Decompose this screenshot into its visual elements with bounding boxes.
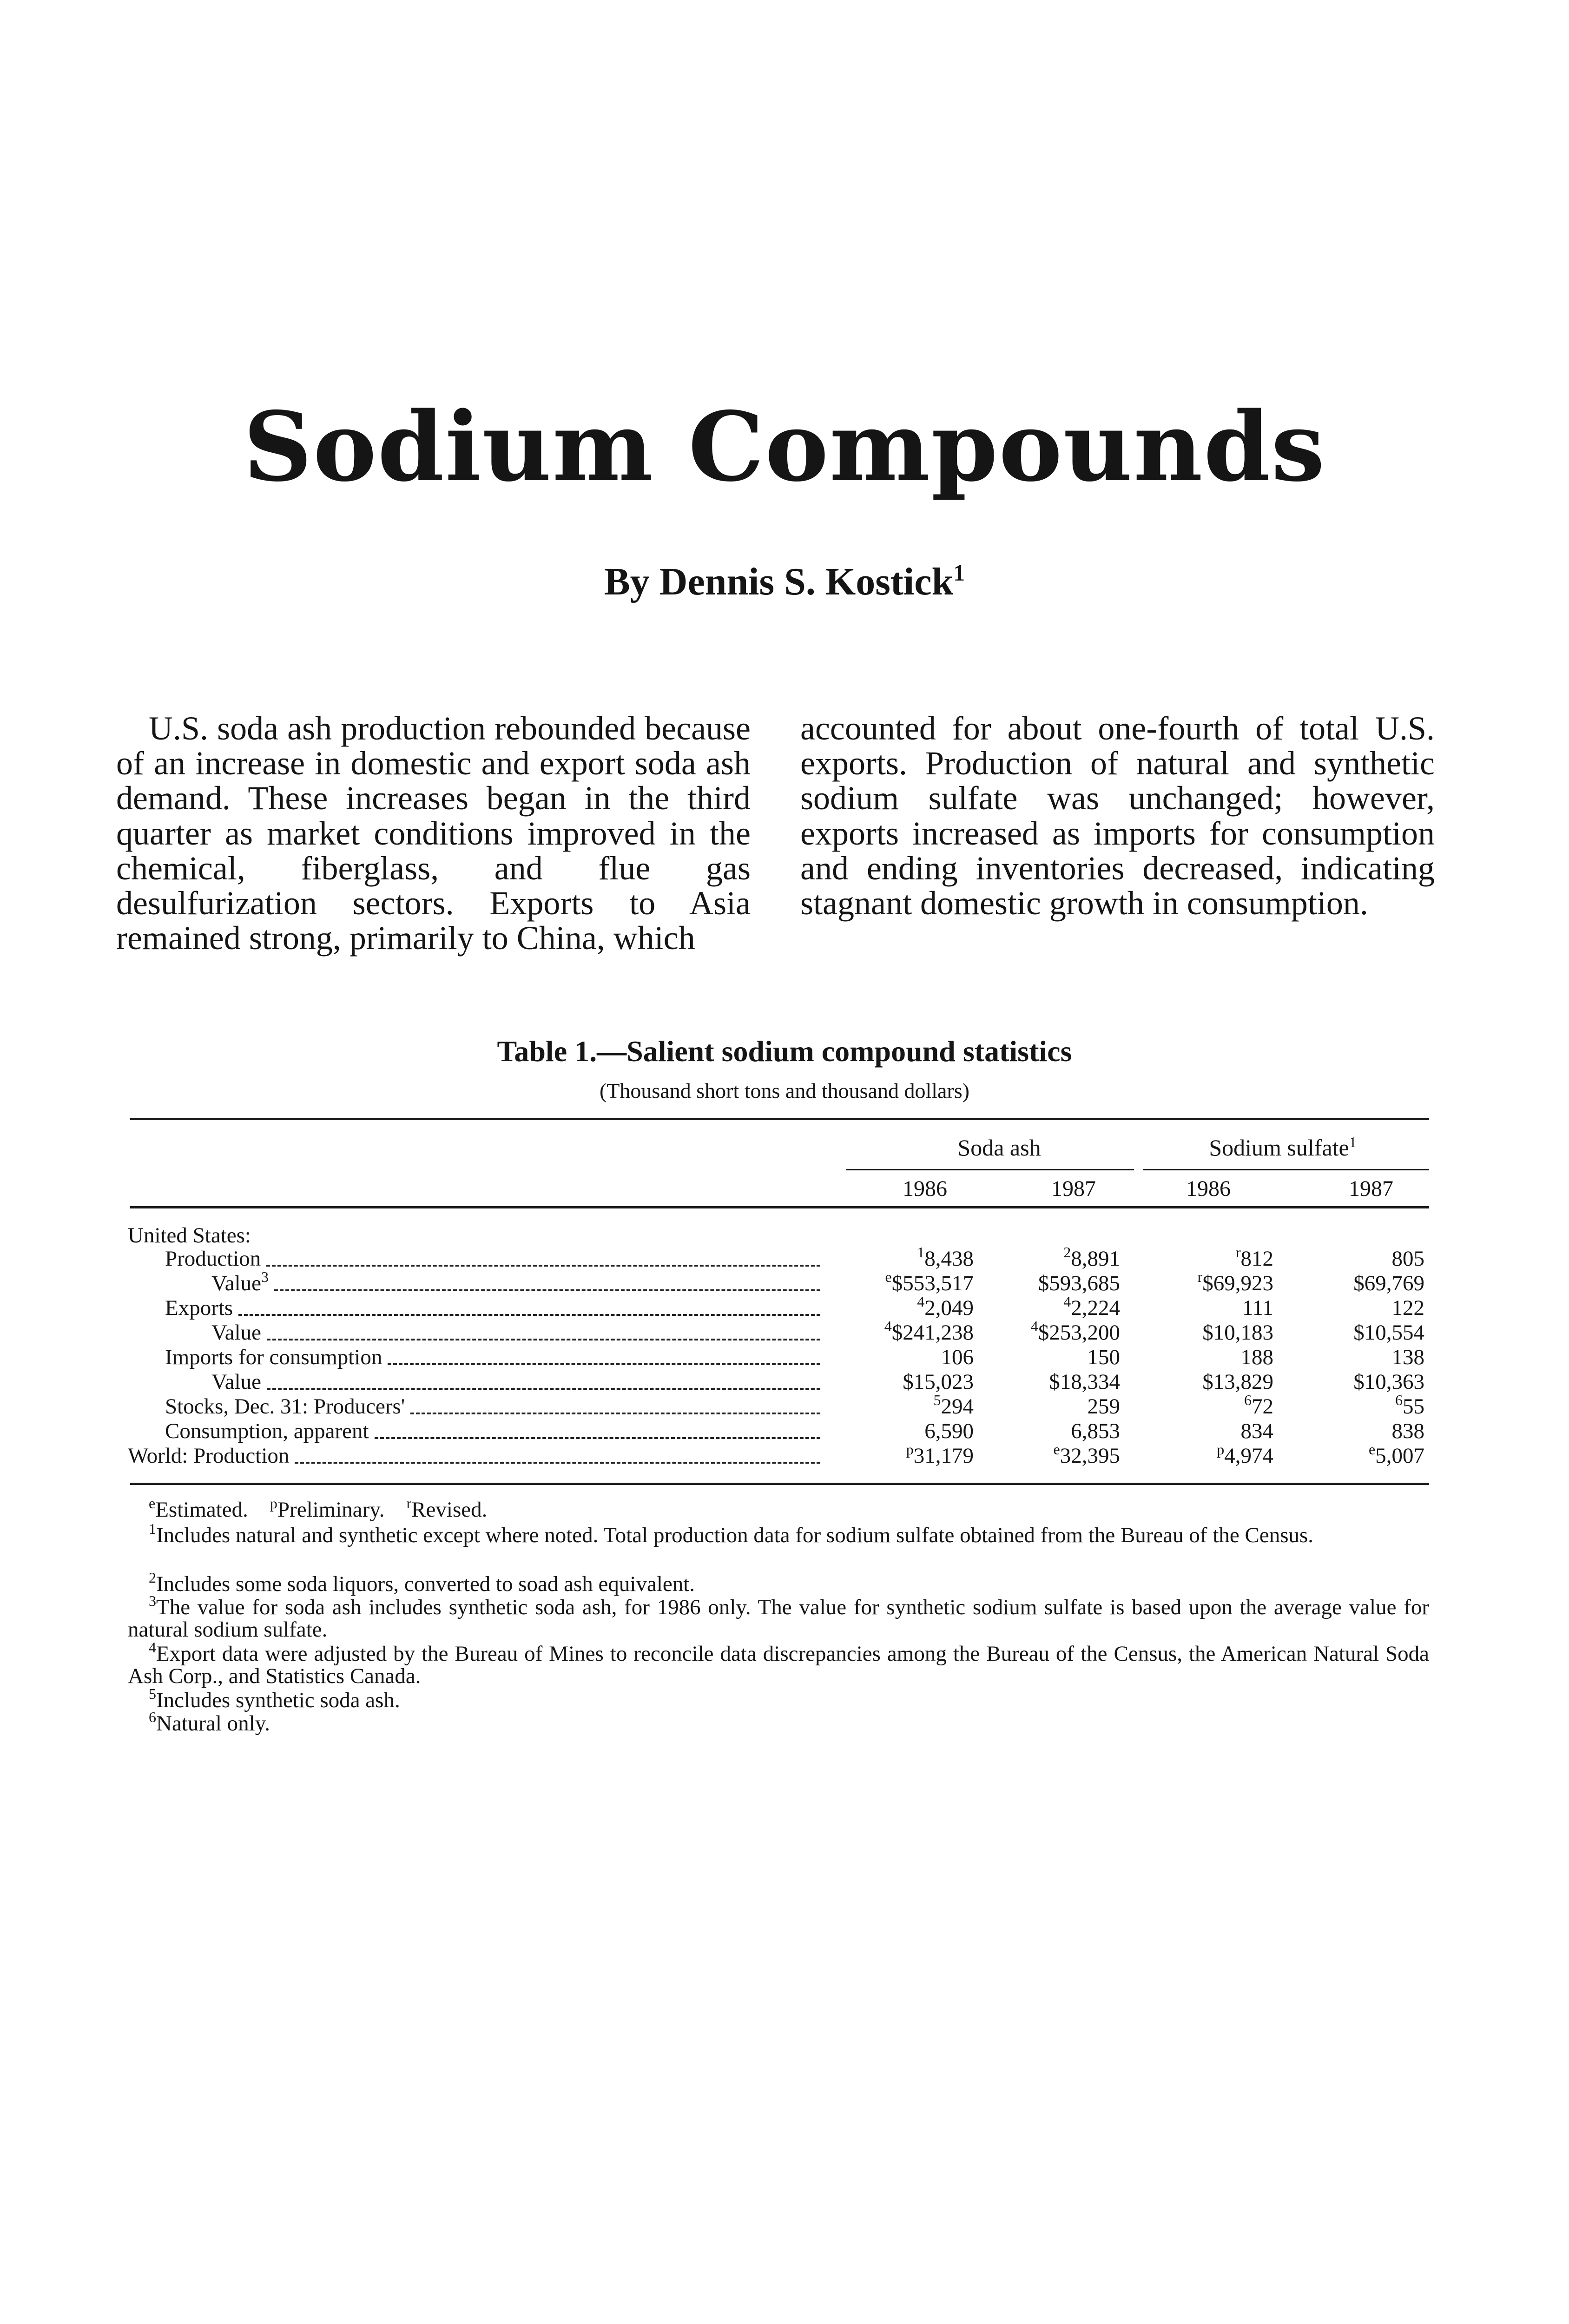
table-cell: [1285, 1347, 1424, 1368]
cell-note-mark: 4: [884, 1318, 892, 1334]
dot-leader: [410, 1413, 820, 1414]
table-cell: [981, 1293, 1120, 1320]
footnote-6: [128, 1709, 1429, 1736]
cell-value: 834: [1240, 1419, 1273, 1443]
cell-note-mark: r: [1197, 1268, 1203, 1285]
intro-column-left: U.S. soda ash production rebounded because of an increase in domestic and export soda ash demand. These increases began in the third quarter as market conditions improved in the chemical, fiberglass, and flue gas desulfurization sectors. Exports to Asia remained strong, primarily to China, which: [116, 710, 751, 957]
table-cell: [1134, 1244, 1273, 1271]
dot-leader: [267, 1339, 820, 1340]
section-label: United States:: [128, 1223, 251, 1248]
table-cell: [1285, 1371, 1424, 1393]
dot-leader: [274, 1289, 820, 1291]
cell-note-mark: 5: [933, 1392, 941, 1408]
cell-note-mark: p: [1217, 1441, 1225, 1458]
cell-value: 2,224: [1071, 1296, 1120, 1320]
footnote-text: Includes some soda liquors, converted to soad ash equivalent.: [156, 1572, 695, 1596]
footnote-text: Includes natural and synthetic except where noted. Total production data for sodium sulfate obtained from the Bureau of the Census.: [156, 1523, 1314, 1547]
author-byline: [0, 562, 1569, 601]
cell-note-mark: 2: [1063, 1244, 1071, 1261]
cell-value: 188: [1240, 1345, 1273, 1369]
row-label: [165, 1248, 261, 1270]
table-cell: [1134, 1268, 1273, 1295]
cell-value: 72: [1252, 1394, 1273, 1419]
table-cell: [1134, 1347, 1273, 1368]
cell-note-mark: 4: [1030, 1318, 1038, 1334]
footnote-legend: [128, 1495, 1429, 1522]
footnote-text: Export data were adjusted by the Bureau of Mines to reconcile data discrepancies among the Bureau of the Census, the American Natural Soda Ash Corp., and Statistics Canada.: [128, 1642, 1429, 1688]
row-label-note: 3: [261, 1268, 269, 1285]
cell-value: $69,769: [1353, 1271, 1424, 1295]
footnote-mark: 3: [149, 1592, 156, 1609]
cell-value: 106: [941, 1345, 974, 1369]
footnote-4: [128, 1639, 1429, 1688]
footnote-5: [128, 1685, 1429, 1712]
row-label-text: Value: [211, 1271, 262, 1295]
group-label-sodium-sulfate: Sodium sulfate: [1209, 1135, 1349, 1161]
legend-revised: Revised.: [411, 1498, 488, 1522]
footnote-text: Natural only.: [156, 1711, 270, 1736]
table-cell: [1285, 1273, 1424, 1294]
dot-leader: [266, 1265, 820, 1267]
table-cell: [1285, 1322, 1424, 1344]
cell-value: 294: [941, 1394, 974, 1419]
table-cell: [834, 1244, 974, 1271]
row-label-text: Exports: [165, 1296, 233, 1320]
row-label: [211, 1322, 261, 1344]
row-label: [211, 1268, 269, 1295]
row-label: [165, 1420, 369, 1442]
cell-value: 838: [1391, 1419, 1424, 1443]
row-label: [165, 1396, 405, 1418]
table-cell: [1285, 1420, 1424, 1442]
table-cell: [1285, 1441, 1424, 1468]
row-label-text: Imports for consumption: [165, 1345, 382, 1369]
table-cell: [834, 1371, 974, 1393]
cell-value: 4,974: [1224, 1444, 1273, 1468]
cell-value: 111: [1242, 1296, 1273, 1320]
dot-leader: [295, 1462, 820, 1464]
cell-value: 5,007: [1375, 1444, 1424, 1468]
cell-value: 2,049: [924, 1296, 974, 1320]
table-cell: [981, 1371, 1120, 1393]
footnote-3: [128, 1592, 1429, 1642]
row-label: [165, 1297, 233, 1319]
group-label-soda-ash: Soda ash: [957, 1135, 1041, 1161]
year-header: 1987: [1051, 1176, 1096, 1201]
intro-column-right: accounted for about one-fourth of total U.S. exports. Production of natural and synthetic sodium sulfate was unchanged; however, exports increased as imports for consumption and ending inventories decreased, indicating stagnant domestic growth in consumption.: [800, 710, 1435, 922]
cell-value: 6,590: [924, 1419, 974, 1443]
cell-value: $69,923: [1202, 1271, 1273, 1295]
table-cell: [981, 1420, 1120, 1442]
table-cell: [1134, 1441, 1273, 1468]
table-cell: [981, 1347, 1120, 1368]
footnote-mark: 1: [149, 1520, 156, 1537]
footnote-mark: 6: [149, 1709, 156, 1725]
table-cell: [1285, 1297, 1424, 1319]
dot-leader: [267, 1388, 820, 1390]
cell-value: $18,334: [1049, 1370, 1120, 1394]
cell-value: 32,395: [1060, 1444, 1120, 1468]
cell-note-mark: 6: [1244, 1392, 1252, 1408]
cell-value: 6,853: [1071, 1419, 1120, 1443]
year-header: 1986: [1186, 1176, 1231, 1201]
group-header-sodium-sulfate: [1139, 1134, 1427, 1161]
cell-value: 805: [1391, 1247, 1424, 1271]
legend-mark-estimated: e: [149, 1495, 156, 1512]
cell-value: $15,023: [903, 1370, 974, 1394]
row-label-text: Consumption, apparent: [165, 1419, 369, 1443]
cell-value: $241,238: [891, 1320, 974, 1345]
footnote-2: [128, 1569, 1429, 1596]
table-subtitle: (Thousand short tons and thousand dollars): [600, 1079, 969, 1103]
dot-leader: [388, 1363, 820, 1365]
group-note-sodium-sulfate: 1: [1349, 1134, 1357, 1150]
footnote-text: Includes synthetic soda ash.: [156, 1688, 400, 1712]
cell-note-mark: e: [1369, 1441, 1376, 1458]
cell-note-mark: 6: [1395, 1392, 1403, 1408]
row-label-text: Value: [211, 1370, 262, 1394]
cell-value: $253,200: [1038, 1320, 1120, 1345]
table-cell: [981, 1396, 1120, 1418]
cell-value: 8,438: [924, 1247, 974, 1271]
dot-leader: [238, 1314, 820, 1316]
cell-value: 122: [1391, 1296, 1424, 1320]
cell-note-mark: 4: [917, 1293, 925, 1310]
table-top-rule: [130, 1118, 1429, 1120]
footnote-1: [128, 1520, 1429, 1547]
cell-value: 55: [1403, 1394, 1424, 1419]
table-bottom-rule: [130, 1483, 1429, 1485]
row-label: [165, 1347, 382, 1368]
cell-value: $10,183: [1202, 1320, 1273, 1345]
table-cell: [981, 1318, 1120, 1345]
year-header: 1986: [903, 1176, 947, 1201]
cell-value: 259: [1087, 1394, 1120, 1419]
row-label-text: Value: [211, 1320, 262, 1345]
footnote-mark: 2: [149, 1569, 156, 1586]
article-title: Sodium Compounds: [243, 391, 1326, 503]
cell-note-mark: e: [1053, 1441, 1060, 1458]
footnote-text: The value for soda ash includes synthetic soda ash, for 1986 only. The value for synthetic sodium sulfate is based upon the average value for natural sodium sulfate.: [128, 1595, 1429, 1642]
author-name: By Dennis S. Kostick: [604, 560, 954, 603]
legend-mark-preliminary: p: [270, 1495, 277, 1512]
cell-value: 812: [1240, 1247, 1273, 1271]
table-cell: [834, 1420, 974, 1442]
table-cell: [981, 1273, 1120, 1294]
table-cell: [981, 1441, 1120, 1468]
cell-note-mark: p: [906, 1441, 914, 1458]
footnote-mark: 4: [149, 1639, 156, 1656]
legend-mark-revised: r: [406, 1495, 412, 1512]
year-header: 1987: [1349, 1176, 1393, 1201]
cell-value: $593,685: [1038, 1271, 1120, 1295]
cell-value: 31,179: [913, 1444, 974, 1468]
cell-note-mark: 1: [917, 1244, 925, 1261]
table-cell: [1134, 1322, 1273, 1344]
table-cell: [834, 1392, 974, 1419]
table-cell: [1285, 1248, 1424, 1270]
cell-value: $10,363: [1353, 1370, 1424, 1394]
row-label-text: Stocks, Dec. 31: Producers': [165, 1394, 405, 1419]
cell-value: 150: [1087, 1345, 1120, 1369]
cell-note-mark: r: [1235, 1244, 1241, 1261]
cell-note-mark: e: [885, 1268, 892, 1285]
table-cell: [834, 1441, 974, 1468]
author-footnote-mark: 1: [953, 560, 965, 586]
table-cell: [834, 1347, 974, 1368]
row-label: [128, 1445, 289, 1467]
dot-leader: [375, 1437, 820, 1439]
table-cell: [1134, 1371, 1273, 1393]
cell-value: 138: [1391, 1345, 1424, 1369]
table-cell: [834, 1293, 974, 1320]
table-title: Table 1.—Salient sodium compound statistics: [497, 1035, 1072, 1068]
cell-value: $10,554: [1353, 1320, 1424, 1345]
group-rule-sodium-sulfate: [1143, 1169, 1429, 1170]
header-bottom-rule: [130, 1206, 1429, 1208]
row-label-text: World: Production: [128, 1444, 290, 1468]
cell-value: $553,517: [891, 1271, 974, 1295]
row-label-text: Production: [165, 1247, 261, 1271]
table-cell: [981, 1244, 1120, 1271]
row-label: [211, 1371, 261, 1393]
group-header-soda-ash: [855, 1134, 1143, 1161]
legend-estimated: Estimated.: [155, 1498, 248, 1522]
group-rule-soda-ash: [846, 1169, 1134, 1170]
table-cell: [834, 1318, 974, 1345]
cell-note-mark: 4: [1063, 1293, 1071, 1310]
footnote-mark: 5: [149, 1685, 156, 1702]
cell-value: $13,829: [1202, 1370, 1273, 1394]
legend-preliminary: Preliminary.: [277, 1498, 385, 1522]
table-cell: [1285, 1392, 1424, 1419]
table-cell: [1134, 1297, 1273, 1319]
table-cell: [1134, 1420, 1273, 1442]
cell-value: 8,891: [1071, 1247, 1120, 1271]
table-cell: [834, 1268, 974, 1295]
table-cell: [1134, 1392, 1273, 1419]
